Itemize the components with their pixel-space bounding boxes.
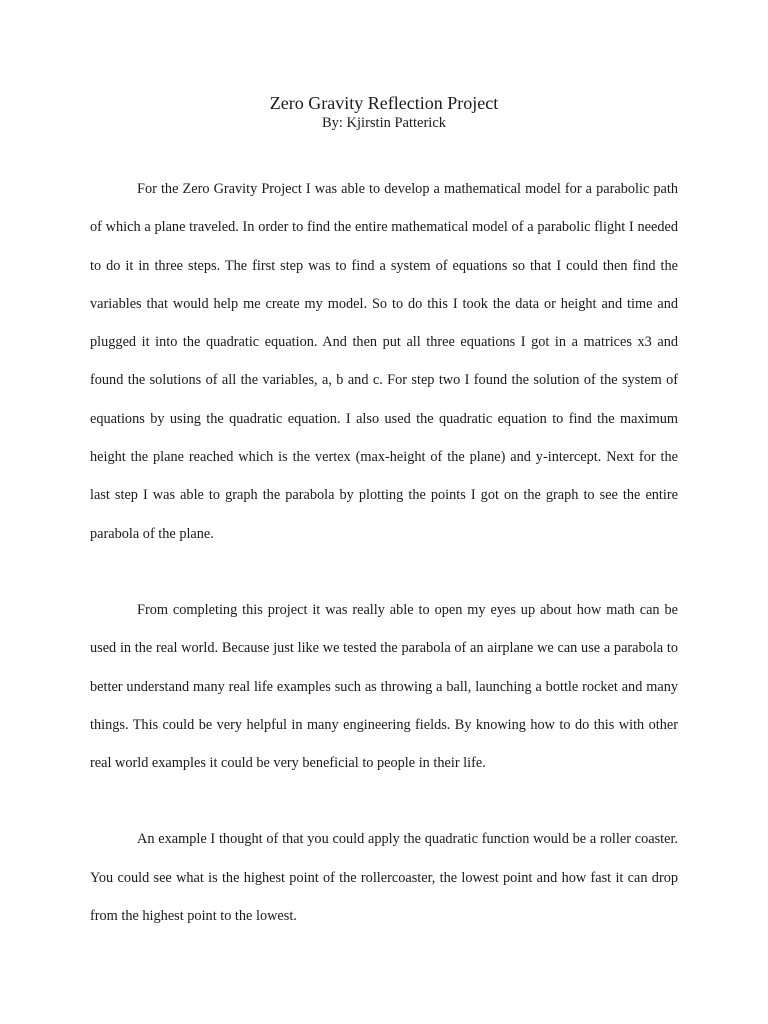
document-title: Zero Gravity Reflection Project (269, 93, 499, 113)
document-body (90, 170, 678, 935)
paragraph-1: For the Zero Gravity Project I was able to develop a mathematical model for a parabolic path of which a plane traveled. In order to find the entire mathematical model of a parabolic flight I needed to do it in three steps. The first step was to find a system of equations so that I could then find the variables that would help me create my model. So to do this I took the data or height and time and plugged it into the quadratic equation. And then put all three equations I got in a matrices x3 and found the solutions of all the variables, a, b and c. For step two I found the solution of the system of equations by using the quadratic equation. I also used the quadratic equation to find the maximum height the plane reached which is the vertex (max-height of the plane) and y-intercept. Next for the last step I was able to graph the parabola by plotting the points I got on the graph to see the entire parabola of the plane. (90, 181, 678, 542)
paragraph-3: An example I thought of that you could apply the quadratic function would be a roller coaster. You could see what is the highest point of the rollercoaster, the lowest point and how fast it can drop from the highest point to the lowest. (90, 831, 678, 925)
document-byline: By: Kjirstin Patterick (321, 115, 447, 131)
paragraph-2: From completing this project it was really able to open my eyes up about how math can be used in the real world. Because just like we tested the parabola of an airplane we can use a parabola to better understand many real life examples such as throwing a ball, launching a bottle rocket and many things. This could be very helpful in many engineering fields. By knowing how to do this with other real world examples it could be very beneficial to people in their life. (90, 601, 678, 772)
paragraph-spacer (90, 553, 678, 591)
paragraph-spacer (90, 782, 678, 820)
